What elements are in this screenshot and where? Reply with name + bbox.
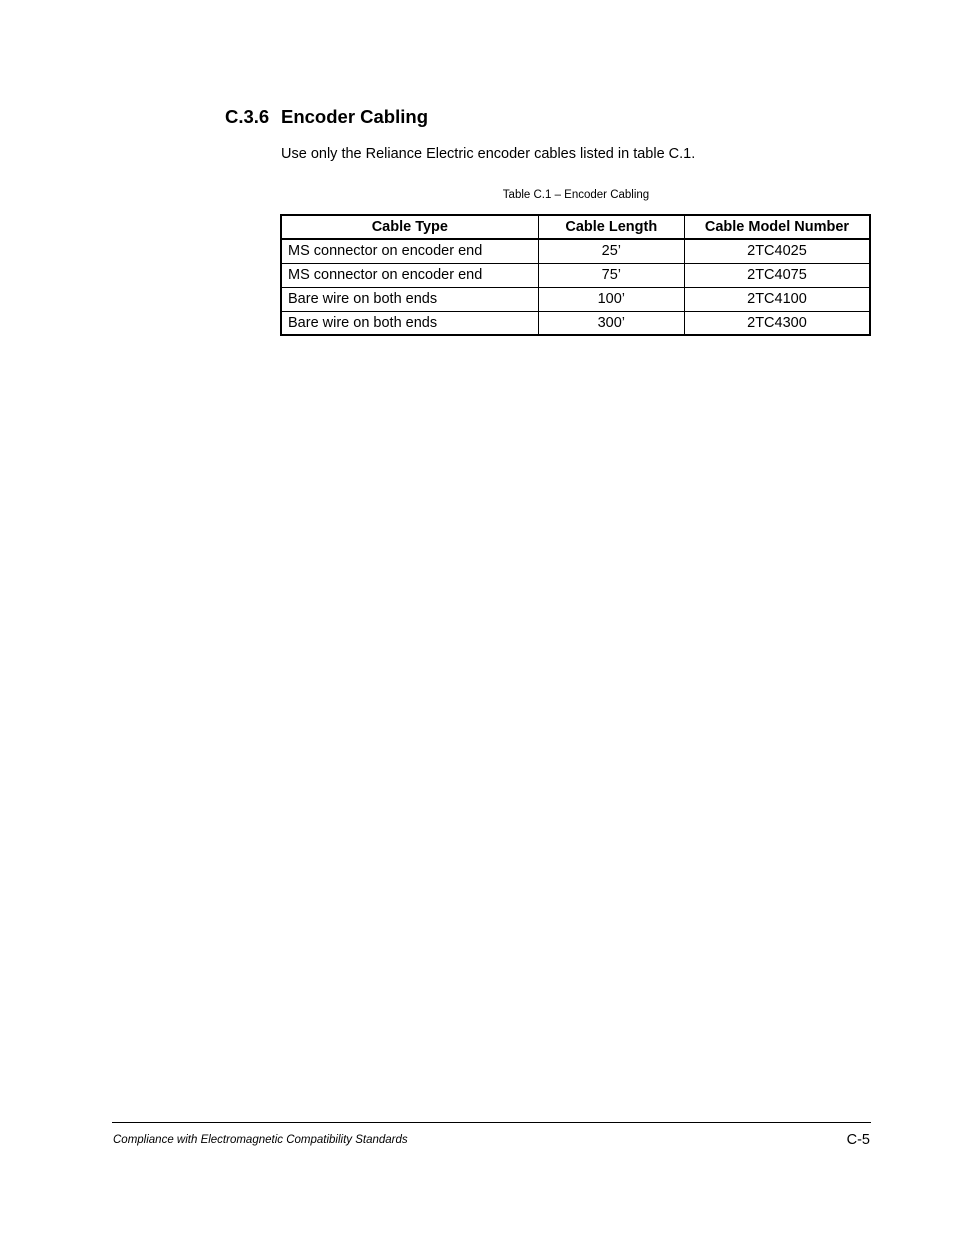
section-heading xyxy=(225,106,428,128)
cell-cable-length: 300’ xyxy=(538,311,684,335)
table-row xyxy=(281,311,870,335)
cell-cable-type: MS connector on encoder end xyxy=(281,239,538,263)
cell-cable-length: 25’ xyxy=(538,239,684,263)
header-cable-type: Cable Type xyxy=(281,215,538,239)
cell-cable-length: 75’ xyxy=(538,263,684,287)
encoder-cabling-table xyxy=(280,214,871,336)
table-header-row xyxy=(281,215,870,239)
cell-cable-length: 100’ xyxy=(538,287,684,311)
header-cable-length: Cable Length xyxy=(538,215,684,239)
table-caption: Table C.1 – Encoder Cabling xyxy=(502,189,650,201)
table-row xyxy=(281,239,870,263)
section-title: Encoder Cabling xyxy=(281,106,428,127)
footer-divider xyxy=(112,1122,871,1123)
page-number: C-5 xyxy=(846,1132,870,1148)
section-number: C.3.6 xyxy=(225,106,270,127)
intro-paragraph: Use only the Reliance Electric encoder cables listed in table C.1. xyxy=(281,146,696,162)
table-row xyxy=(281,287,870,311)
cell-cable-type: Bare wire on both ends xyxy=(281,287,538,311)
cell-cable-type: MS connector on encoder end xyxy=(281,263,538,287)
cell-cable-model-number: 2TC4100 xyxy=(684,287,870,311)
cell-cable-model-number: 2TC4025 xyxy=(684,239,870,263)
cell-cable-model-number: 2TC4300 xyxy=(684,311,870,335)
footer-title: Compliance with Electromagnetic Compatibility Standards xyxy=(113,1134,408,1146)
cell-cable-type: Bare wire on both ends xyxy=(281,311,538,335)
cell-cable-model-number: 2TC4075 xyxy=(684,263,870,287)
header-cable-model-number: Cable Model Number xyxy=(684,215,870,239)
table-row xyxy=(281,263,870,287)
